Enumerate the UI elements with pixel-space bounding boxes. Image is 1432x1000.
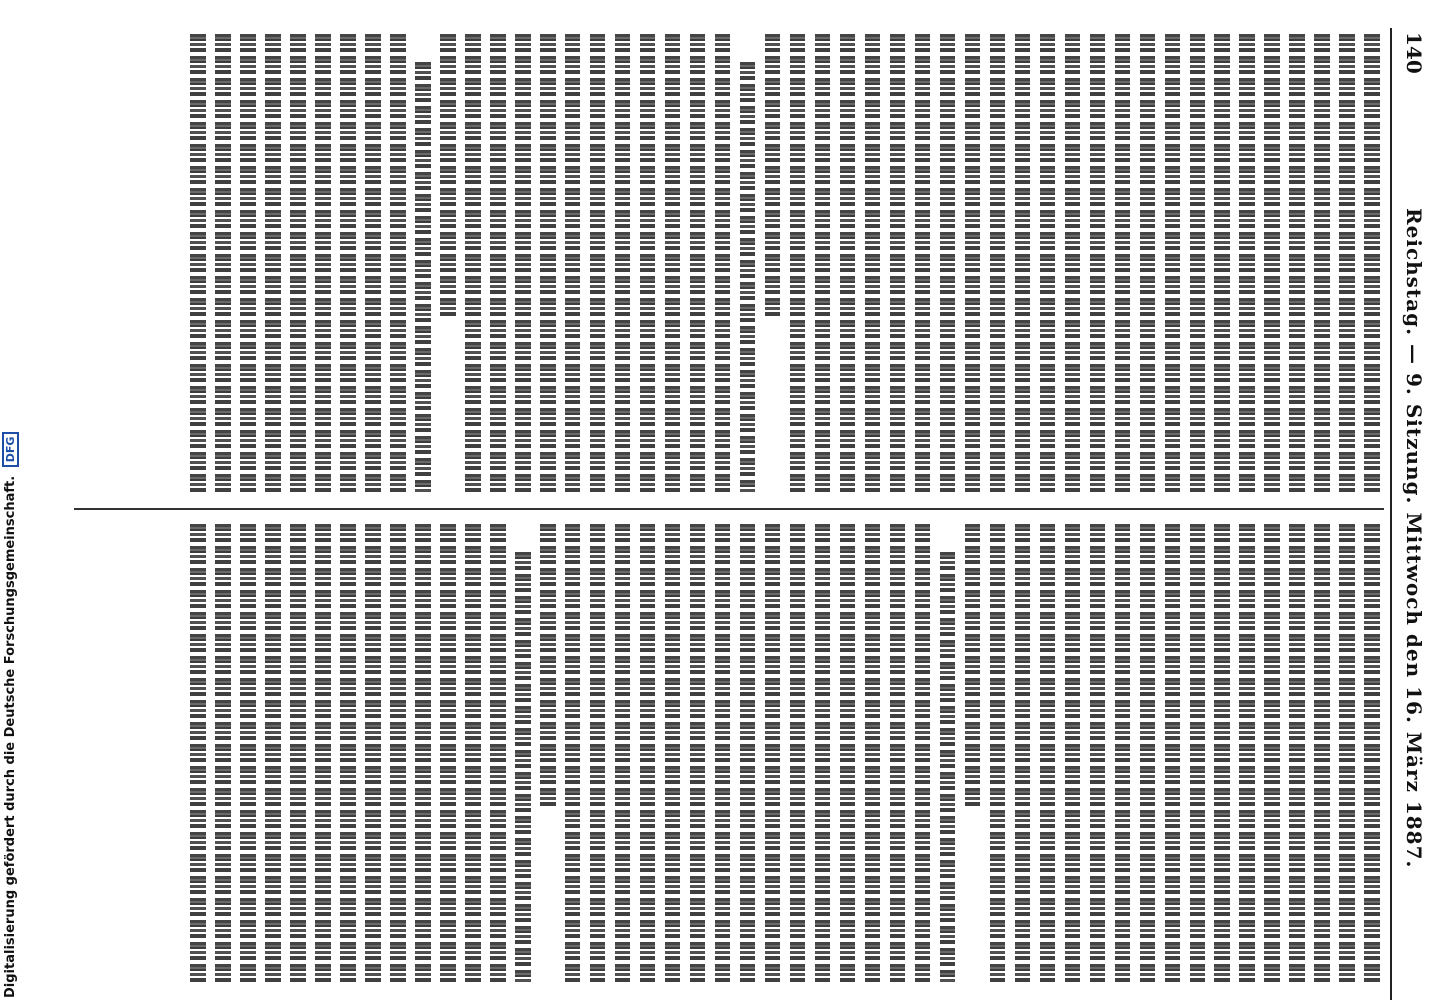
text-line	[1239, 34, 1255, 492]
text-line	[440, 34, 456, 318]
text-line	[1115, 34, 1131, 492]
text-line	[340, 34, 356, 492]
text-line	[315, 34, 331, 492]
text-line	[415, 62, 431, 492]
text-line	[915, 34, 931, 492]
text-column-left	[80, 34, 1380, 492]
text-line	[1339, 34, 1355, 492]
text-line	[690, 34, 706, 492]
text-line	[865, 34, 881, 492]
text-line	[490, 34, 506, 492]
text-line	[390, 34, 406, 492]
text-line	[890, 524, 906, 982]
text-line	[915, 524, 931, 982]
text-line	[1165, 34, 1181, 492]
text-line	[640, 34, 656, 492]
text-line	[890, 34, 906, 492]
text-line	[815, 524, 831, 982]
text-line	[640, 524, 656, 982]
text-line	[290, 34, 306, 492]
scanned-page	[60, 28, 1432, 1000]
text-line	[465, 34, 481, 492]
text-line	[665, 524, 681, 982]
running-head: Reichstag. — 9. Sitzung. Mittwoch den 16. März 1887.	[1402, 208, 1426, 869]
text-line	[1090, 34, 1106, 492]
text-line	[1065, 524, 1081, 982]
text-line	[940, 552, 956, 982]
text-line	[515, 552, 531, 982]
text-line	[715, 524, 731, 982]
text-line	[1239, 524, 1255, 982]
text-line	[840, 524, 856, 982]
text-line	[815, 34, 831, 492]
text-line	[840, 34, 856, 492]
text-line	[1040, 524, 1056, 982]
credit-line	[2, 432, 19, 998]
digitization-credit	[0, 0, 34, 1000]
text-line	[1015, 34, 1031, 492]
text-line	[965, 34, 981, 492]
text-line	[540, 524, 556, 808]
text-line	[690, 524, 706, 982]
text-line	[290, 524, 306, 982]
text-line	[215, 524, 231, 982]
text-line	[1364, 34, 1380, 492]
text-line	[1190, 524, 1206, 982]
text-line	[340, 524, 356, 982]
text-line	[1339, 524, 1355, 982]
text-line	[1115, 524, 1131, 982]
text-line	[265, 34, 281, 492]
page-header	[1392, 28, 1432, 1000]
text-line	[665, 34, 681, 492]
text-line	[1314, 34, 1330, 492]
text-line	[365, 524, 381, 982]
text-line	[1289, 524, 1305, 982]
text-line	[240, 34, 256, 492]
text-line	[940, 34, 956, 492]
text-line	[1040, 34, 1056, 492]
text-line	[465, 524, 481, 982]
text-line	[1090, 524, 1106, 982]
text-line	[740, 524, 756, 982]
dfg-logo-icon: DFG	[2, 432, 19, 468]
header-rule	[1390, 28, 1392, 1000]
text-line	[1264, 524, 1280, 982]
text-line	[1140, 524, 1156, 982]
text-line	[615, 524, 631, 982]
text-line	[540, 34, 556, 492]
text-line	[490, 524, 506, 982]
text-line	[865, 524, 881, 982]
text-line	[515, 34, 531, 492]
text-line	[590, 524, 606, 982]
text-line	[1140, 34, 1156, 492]
text-line	[1314, 524, 1330, 982]
text-line	[1065, 34, 1081, 492]
page-content	[60, 28, 1432, 1000]
text-line	[1289, 34, 1305, 492]
text-line	[315, 524, 331, 982]
text-line	[440, 524, 456, 982]
text-line	[240, 524, 256, 982]
text-column-right	[80, 524, 1380, 982]
column-divider	[74, 508, 1384, 510]
text-line	[965, 524, 981, 808]
text-line	[990, 34, 1006, 492]
text-line	[1364, 524, 1380, 982]
text-line	[190, 524, 206, 982]
text-line	[740, 62, 756, 492]
text-line	[190, 34, 206, 492]
text-line	[790, 34, 806, 492]
text-line	[765, 34, 781, 318]
text-line	[565, 34, 581, 492]
text-line	[1165, 524, 1181, 982]
text-line	[1015, 524, 1031, 982]
text-line	[390, 524, 406, 982]
text-line	[765, 524, 781, 982]
text-line	[265, 524, 281, 982]
text-line	[790, 524, 806, 982]
page-number: 140	[1402, 32, 1426, 74]
text-line	[990, 524, 1006, 982]
text-line	[1264, 34, 1280, 492]
text-line	[1215, 524, 1231, 982]
text-line	[1215, 34, 1231, 492]
text-line	[615, 34, 631, 492]
credit-text: Digitalisierung gefördert durch die Deutsche Forschungsgemeinschaft.	[3, 475, 18, 998]
text-line	[365, 34, 381, 492]
text-line	[215, 34, 231, 492]
text-line	[415, 524, 431, 982]
text-line	[565, 524, 581, 982]
text-line	[590, 34, 606, 492]
text-line	[715, 34, 731, 492]
text-line	[1190, 34, 1206, 492]
